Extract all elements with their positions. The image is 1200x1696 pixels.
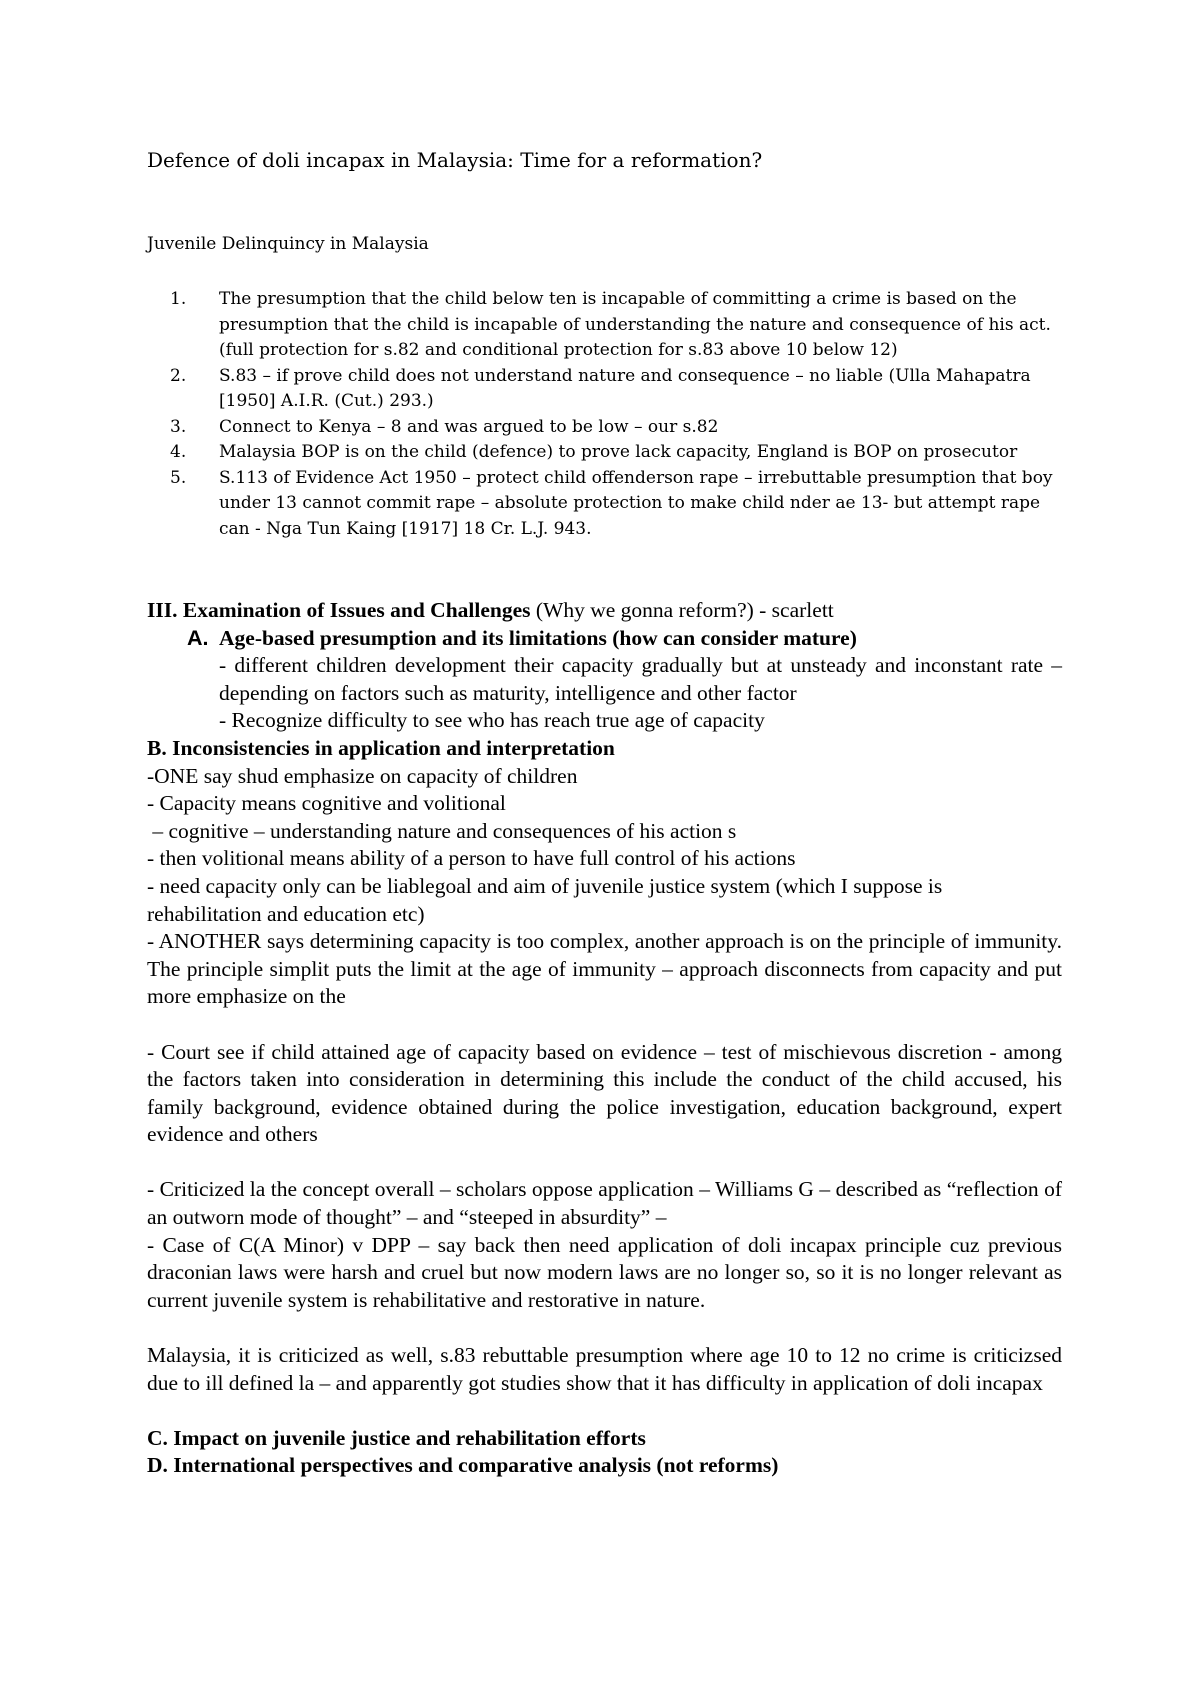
list-item-number: 4. <box>170 442 187 462</box>
subsection-b-line: – cognitive – understanding nature and consequences of his action s <box>147 818 737 843</box>
subsection-b-line: -ONE say shud emphasize on capacity of children <box>147 763 578 788</box>
section-heading-bold: III. Examination of Issues and Challenges <box>147 598 531 622</box>
list-item-text: Malaysia BOP is on the child (defence) to prove lack capacity, England is BOP on prosecutor <box>219 442 1018 462</box>
subsection-a-paragraph: - Recognize difficulty to see who has reach true age of capacity <box>219 708 765 733</box>
subsection-a-paragraph: - different children development their capacity gradually but at unsteady and inconstant rate – depending on factors such as maturity, intelligence and other factor <box>219 653 1062 705</box>
paragraph-gap <box>147 1149 1062 1177</box>
list-item-text: Connect to Kenya – 8 and was argued to be low – our s.82 <box>219 416 719 437</box>
document-title: Defence of doli incapax in Malaysia: Time for a reformation? <box>147 148 763 172</box>
section-heading <box>147 597 1062 625</box>
malaysia-paragraph: Malaysia, it is criticized as well, s.83 rebuttable presumption where age 10 to 12 no crime is criticizsed due to ill defined la – and apparently got studies show that it has difficulty in application of doli incapax <box>147 1343 1062 1395</box>
paragraph-gap <box>147 1011 1062 1039</box>
subsection-b-line: - need capacity only can be liablegoal and aim of juvenile justice system (which I suppose is rehabilitation and education etc) <box>147 873 943 926</box>
list-item-text: The presumption that the child below ten is incapable of committing a crime is based on the presumption that the child is incapable of understanding the nature and consequence of his act. (full protection for s.82 and conditional protection for s.83 above 10 below 12) <box>219 289 1051 360</box>
list-item <box>170 364 1070 415</box>
paragraph-gap <box>147 1397 1062 1425</box>
subsection-a-heading <box>147 625 1062 653</box>
subsection-c-heading: C. Impact on juvenile justice and rehabilitation efforts <box>147 1425 646 1450</box>
list-item <box>170 287 1070 364</box>
list-item-text: S.83 – if prove child does not understand nature and consequence – no liable (Ulla Mahapatra [1950] A.I.R. (Cut.) 293.) <box>219 365 1031 411</box>
section-heading-note: (Why we gonna reform?) - scarlett <box>530 598 834 622</box>
subsection-b-heading: B. Inconsistencies in application and interpretation <box>147 735 615 760</box>
subsection-b-line: - ANOTHER says determining capacity is too complex, another approach is on the principle of immunity. The principle simplit puts the limit at the age of immunity – approach disconnects from capacity and put more emphasize on the <box>147 929 1062 1009</box>
subsection-b-line: - then volitional means ability of a person to have full control of his actions <box>147 846 796 871</box>
subsection-a-letter: A. <box>187 625 209 650</box>
list-item-number: 5. <box>170 467 187 488</box>
subsection-a-title: Age-based presumption and its limitations (how can consider mature) <box>219 625 857 650</box>
criticism-paragraph: - Criticized la the concept overall – scholars oppose application – Williams G – described as “reflection of an outworn mode of thought” – and “steeped in absurdity” – <box>147 1177 1062 1230</box>
court-paragraph: - Court see if child attained age of capacity based on evidence – test of mischievous discretion - among the factors taken into consideration in determining this include the conduct of the child accused, his family background, evidence obtained during the police investigation, education background, expert evidence and others <box>147 1039 1062 1147</box>
case-paragraph: - Case of C(A Minor) v DPP – say back then need application of doli incapax principle cuz previous draconian laws were harsh and cruel but now modern laws are no longer so, so it is no longer relevant as current juvenile system is rehabilitative and restorative in nature. <box>147 1232 1062 1312</box>
list-item-text: S.113 of Evidence Act 1950 – protect child offenderson rape – irrebuttable presumption that boy under 13 cannot commit rape – absolute protection to make child nder ae 13- but attempt rape can - Nga Tun Kaing [1917] 18 Cr. L.J. 943. <box>219 467 1053 539</box>
subtitle: Juvenile Delinquincy in Malaysia <box>147 234 429 254</box>
list-item-number: 2. <box>170 365 187 386</box>
paragraph-gap <box>147 1314 1062 1342</box>
section-iii <box>147 597 1062 1480</box>
list-item <box>170 415 1070 441</box>
list-item <box>170 466 1070 543</box>
subsection-d-heading: D. International perspectives and comparative analysis (not reforms) <box>147 1453 779 1478</box>
numbered-list <box>170 287 1070 542</box>
subsection-b-line: - Capacity means cognitive and volitional <box>147 791 506 816</box>
list-item-number: 3. <box>170 416 187 437</box>
list-item-number: 1. <box>170 289 187 309</box>
list-item <box>170 440 1070 466</box>
